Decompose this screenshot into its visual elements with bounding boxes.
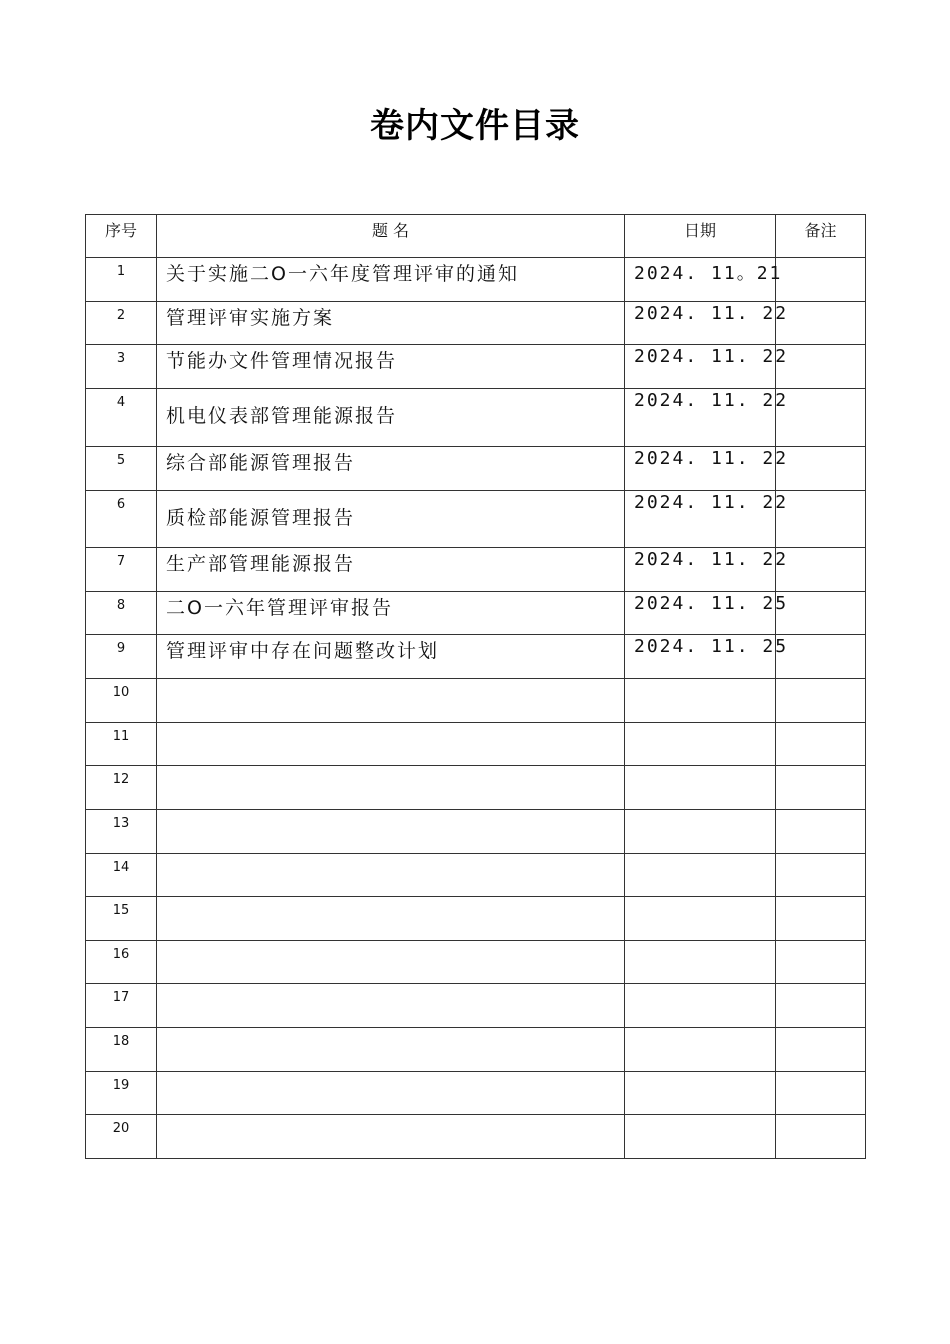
table-row (86, 679, 866, 723)
row-serial-number: 11 (86, 723, 157, 766)
row-serial-number: 5 (86, 447, 157, 491)
row-date (625, 679, 776, 723)
row-remarks (776, 1072, 866, 1115)
row-remarks (776, 941, 866, 984)
table-row (86, 897, 866, 941)
row-document-title: 管理评审实施方案 (157, 302, 625, 345)
row-serial-number: 15 (86, 897, 157, 941)
table-row (86, 1028, 866, 1072)
row-date: 2024. 11. 25 (625, 635, 776, 679)
row-document-title: 生产部管理能源报告 (157, 548, 625, 592)
row-serial-number: 2 (86, 302, 157, 345)
header-remarks: 备注 (776, 215, 866, 258)
row-document-title (157, 941, 625, 984)
row-serial-number: 1 (86, 258, 157, 302)
table-header-row (86, 215, 866, 258)
table-row (86, 548, 866, 592)
row-serial-number: 20 (86, 1115, 157, 1159)
row-date (625, 941, 776, 984)
row-remarks (776, 635, 866, 679)
row-document-title (157, 984, 625, 1028)
row-remarks (776, 548, 866, 592)
row-serial-number: 10 (86, 679, 157, 723)
row-document-title (157, 897, 625, 941)
row-document-title (157, 810, 625, 854)
table-row (86, 491, 866, 548)
row-serial-number: 12 (86, 766, 157, 810)
header-date: 日期 (625, 215, 776, 258)
table-row (86, 345, 866, 389)
table-row (86, 635, 866, 679)
row-date (625, 897, 776, 941)
row-serial-number: 8 (86, 592, 157, 635)
row-remarks (776, 345, 866, 389)
file-catalog-table (85, 214, 866, 1159)
row-document-title: 管理评审中存在问题整改计划 (157, 635, 625, 679)
row-serial-number: 7 (86, 548, 157, 592)
row-date: 2024. 11. 22 (625, 389, 776, 447)
table-row (86, 1072, 866, 1115)
row-date: 2024. 11. 22 (625, 548, 776, 592)
row-document-title: 综合部能源管理报告 (157, 447, 625, 491)
row-document-title (157, 1115, 625, 1159)
table-row (86, 984, 866, 1028)
row-document-title: 二O一六年管理评审报告 (157, 592, 625, 635)
row-remarks (776, 679, 866, 723)
row-date: 2024. 11. 22 (625, 302, 776, 345)
row-remarks (776, 766, 866, 810)
row-date (625, 1072, 776, 1115)
table-row (86, 258, 866, 302)
row-remarks (776, 491, 866, 548)
table-row (86, 1115, 866, 1159)
row-serial-number: 6 (86, 491, 157, 548)
table-row (86, 302, 866, 345)
row-document-title: 节能办文件管理情况报告 (157, 345, 625, 389)
row-remarks (776, 723, 866, 766)
table-row (86, 810, 866, 854)
row-date: 2024. 11. 22 (625, 345, 776, 389)
table-row (86, 592, 866, 635)
table-row (86, 447, 866, 491)
row-serial-number: 4 (86, 389, 157, 447)
row-serial-number: 18 (86, 1028, 157, 1072)
row-date (625, 1115, 776, 1159)
row-serial-number: 19 (86, 1072, 157, 1115)
row-document-title (157, 1072, 625, 1115)
row-serial-number: 9 (86, 635, 157, 679)
table-row (86, 389, 866, 447)
row-document-title (157, 766, 625, 810)
row-serial-number: 16 (86, 941, 157, 984)
table-row (86, 941, 866, 984)
row-document-title: 质检部能源管理报告 (157, 491, 625, 548)
row-document-title (157, 1028, 625, 1072)
row-date (625, 1028, 776, 1072)
row-document-title (157, 854, 625, 897)
row-remarks (776, 854, 866, 897)
row-remarks (776, 810, 866, 854)
row-date: 2024. 11. 25 (625, 592, 776, 635)
header-document-title: 题 名 (157, 215, 625, 258)
row-remarks (776, 592, 866, 635)
table-row (86, 766, 866, 810)
row-remarks (776, 897, 866, 941)
row-date: 2024. 11. 22 (625, 491, 776, 548)
row-date: 2024. 11。21 (625, 258, 776, 302)
row-remarks (776, 258, 866, 302)
row-date (625, 984, 776, 1028)
row-document-title: 关于实施二O一六年度管理评审的通知 (157, 258, 625, 302)
header-serial-number: 序号 (86, 215, 157, 258)
row-document-title (157, 723, 625, 766)
row-date: 2024. 11. 22 (625, 447, 776, 491)
table-row (86, 854, 866, 897)
row-remarks (776, 1028, 866, 1072)
row-date (625, 810, 776, 854)
row-date (625, 723, 776, 766)
row-remarks (776, 302, 866, 345)
row-serial-number: 17 (86, 984, 157, 1028)
row-document-title: 机电仪表部管理能源报告 (157, 389, 625, 447)
row-remarks (776, 447, 866, 491)
row-date (625, 766, 776, 810)
row-remarks (776, 389, 866, 447)
page-title: 卷内文件目录 (370, 106, 580, 146)
table-row (86, 723, 866, 766)
row-remarks (776, 984, 866, 1028)
row-serial-number: 3 (86, 345, 157, 389)
row-serial-number: 14 (86, 854, 157, 897)
row-document-title (157, 679, 625, 723)
row-date (625, 854, 776, 897)
row-remarks (776, 1115, 866, 1159)
row-serial-number: 13 (86, 810, 157, 854)
